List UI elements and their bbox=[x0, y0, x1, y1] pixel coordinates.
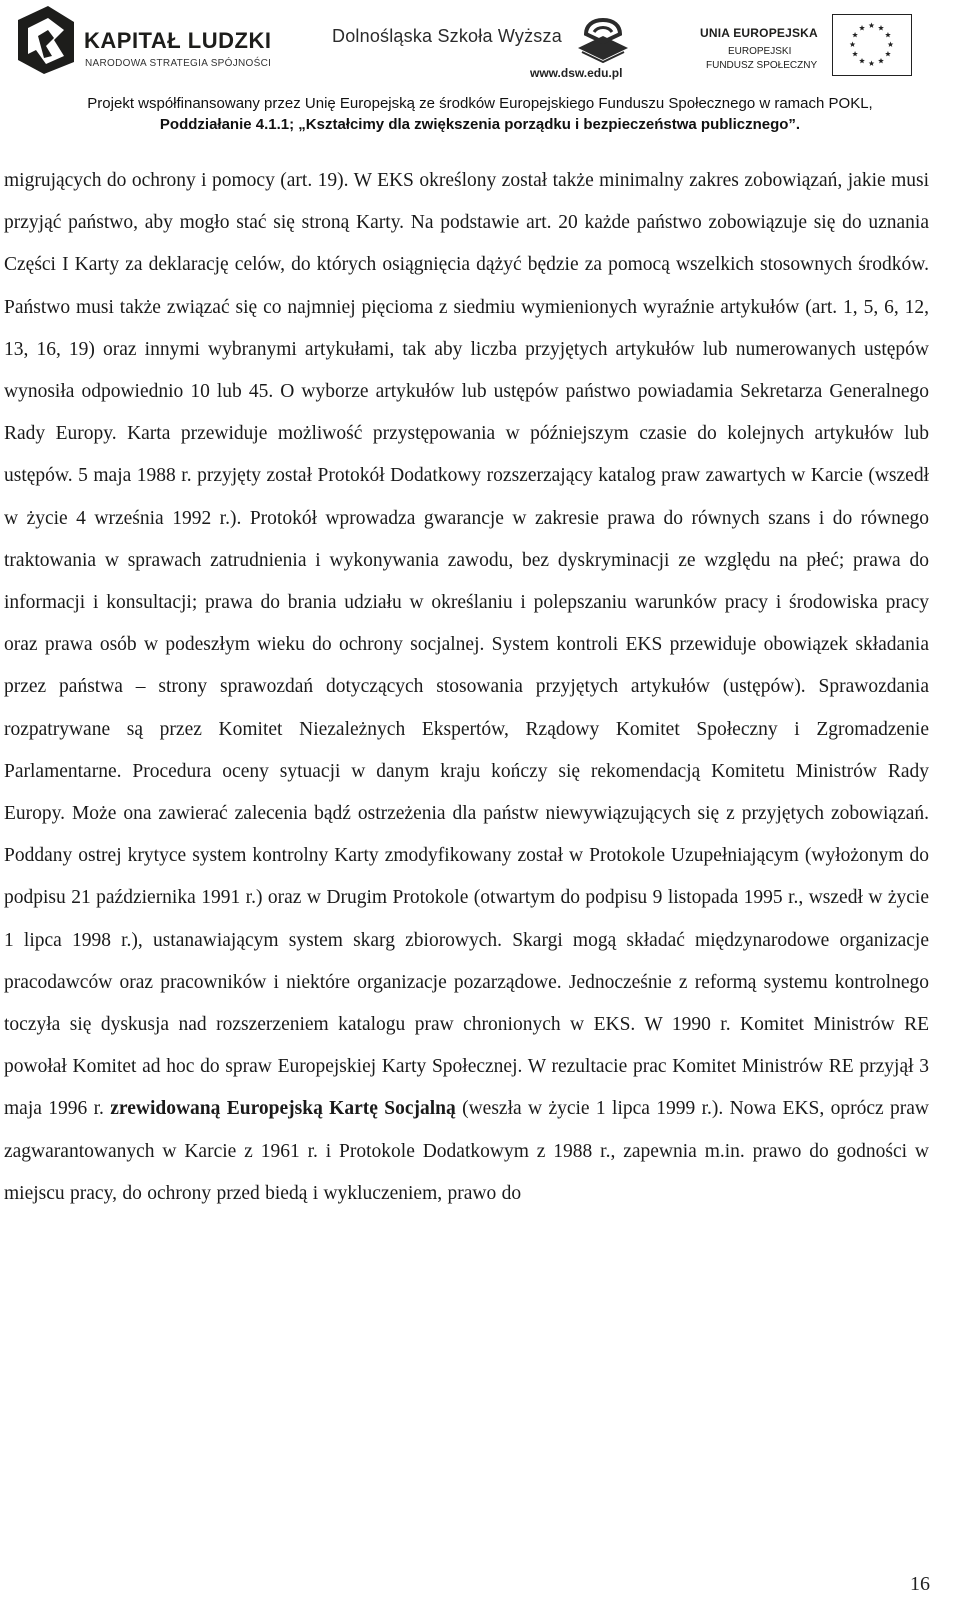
kapital-ludzki-emblem-icon bbox=[14, 6, 76, 74]
eu-flag bbox=[832, 14, 912, 76]
book-emblem-icon bbox=[574, 14, 632, 64]
project-info-line-2-text: Poddziałanie 4.1.1; „Kształcimy dla zwiększenia porządku i bezpieczeństwa publicznego”. bbox=[159, 116, 801, 133]
dsw-logo bbox=[332, 14, 642, 80]
body-paragraph bbox=[4, 160, 929, 1215]
eu-subtitle-1: EUROPEJSKI bbox=[728, 46, 792, 57]
body-text-after-bold: (weszła w życie 1 lipca 1999 r.). Nowa EKS, oprócz praw zagwarantowanych w Karcie z 1961 r. i Protokole Dodatkowym z 1988 r., zapewnia m.in. prawo do godności w miejscu pracy, do ochrony przed biedą i wykluczeniem, prawo do bbox=[4, 1098, 929, 1204]
dsw-url: www.dsw.edu.pl bbox=[530, 66, 623, 80]
kapital-ludzki-subtitle: NARODOWA STRATEGIA SPÓJNOŚCI bbox=[85, 58, 272, 69]
project-info-line-1: Projekt współfinansowany przez Unię Europejską ze środków Europejskiego Funduszu Społecznego w ramach POKL, bbox=[87, 95, 873, 112]
eu-subtitle-2: FUNDUSZ SPOŁECZNY bbox=[706, 60, 818, 71]
eu-logo bbox=[700, 14, 920, 80]
dsw-name: Dolnośląska Szkoła Wyższa bbox=[332, 26, 562, 46]
document-body bbox=[4, 160, 929, 1215]
eu-title: UNIA EUROPEJSKA bbox=[700, 26, 818, 40]
body-bold-text: zrewidowaną Europejską Kartę Socjalną bbox=[110, 1098, 456, 1120]
project-info-line-2 bbox=[0, 116, 960, 133]
body-text-before-bold: migrujących do ochrony i pomocy (art. 19). W EKS określony został także minimalny zakres zobowiązań, jakie musi przyjąć państwo, aby mogło stać się stroną Karty. Na podstawie art. 20 każde państwo zobowiązuje się do uznania Części I Karty za deklarację celów, do których osiągnięcia dążyć będzie za pomocą wszelkich stosownych środków. Państwo musi także związać się co najmniej pięcioma z siedmiu wymienionych wyraźnie artykułów (art. 1, 5, 6, 12, 13, 16, 19) oraz innymi wybranymi artykułami, tak aby liczba przyjętych artykułów lub numerowanych ustępów wynosiła odpowiednio 10 lub 45. O wyborze artykułów lub ustępów państwo powiadamia Sekretarza Generalnego Rady Europy. Karta przewiduje możliwość przystępowania w późniejszym czasie do kolejnych artykułów lub ustępów. 5 maja 1988 r. przyjęty został Protokół Dodatkowy rozszerzający katalog praw zawartych w Karcie (wszedł w życie 4 września 1992 r.). Protokół wprowadza gwarancje w zakresie prawa do równych szans i do równego traktowania w sprawach zatrudnienia i wykonywania zawodu, bez dyskryminacji ze względu na płeć; prawa do informacji i konsultacji; prawa do brania udziału w określaniu i polepszaniu warunków pracy i środowiska pracy oraz prawa osób w podeszłym wieku do ochrony socjalnej. System kontroli EKS przewiduje obowiązek składania przez państwa – strony sprawozdań dotyczących stosowania przyjętych artykułów (ustępów). Sprawozdania rozpatrywane są przez Komitet Niezależnych Ekspertów, Rządowy Komitet Społeczny i Zgromadzenie Parlamentarne. Procedura oceny sytuacji w danym kraju kończy się rekomendacją Komitetu Ministrów Rady Europy. Może ona zawierać zalecenia bądź ostrzeżenia dla państw niewywiązujących się z przyjętych zobowiązań. Poddany ostrej krytyce system kontrolny Karty zmodyfikowany został w Protokole Uzupełniającym (wyłożonym do podpisu 21 października 1991 r.) oraz w Drugim Protokole (otwartym do podpisu 9 listopada 1995 r., wszedł w życie 1 lipca 1998 r.), ustanawiającym system skarg zbiorowych. Skargi mogą składać międzynarodowe organizacje pracodawców oraz pracowników i niektóre organizacje pozarządowe. Jednocześnie z reformą systemu kontrolnego toczyła się dyskusja nad rozszerzeniem katalogu praw chronionych w EKS. W 1990 r. Komitet Ministrów RE powołał Komitet ad hoc do spraw Europejskiej Karty Społecznej. W rezultacie prac Komitet Ministrów RE przyjął 3 maja 1996 r. bbox=[4, 170, 929, 1120]
eu-stars-icon bbox=[833, 15, 910, 74]
page-number: 16 bbox=[910, 1573, 930, 1595]
kapital-ludzki-logo bbox=[14, 6, 284, 74]
page-header bbox=[0, 0, 960, 150]
kapital-ludzki-title: KAPITAŁ LUDZKI bbox=[84, 28, 272, 53]
